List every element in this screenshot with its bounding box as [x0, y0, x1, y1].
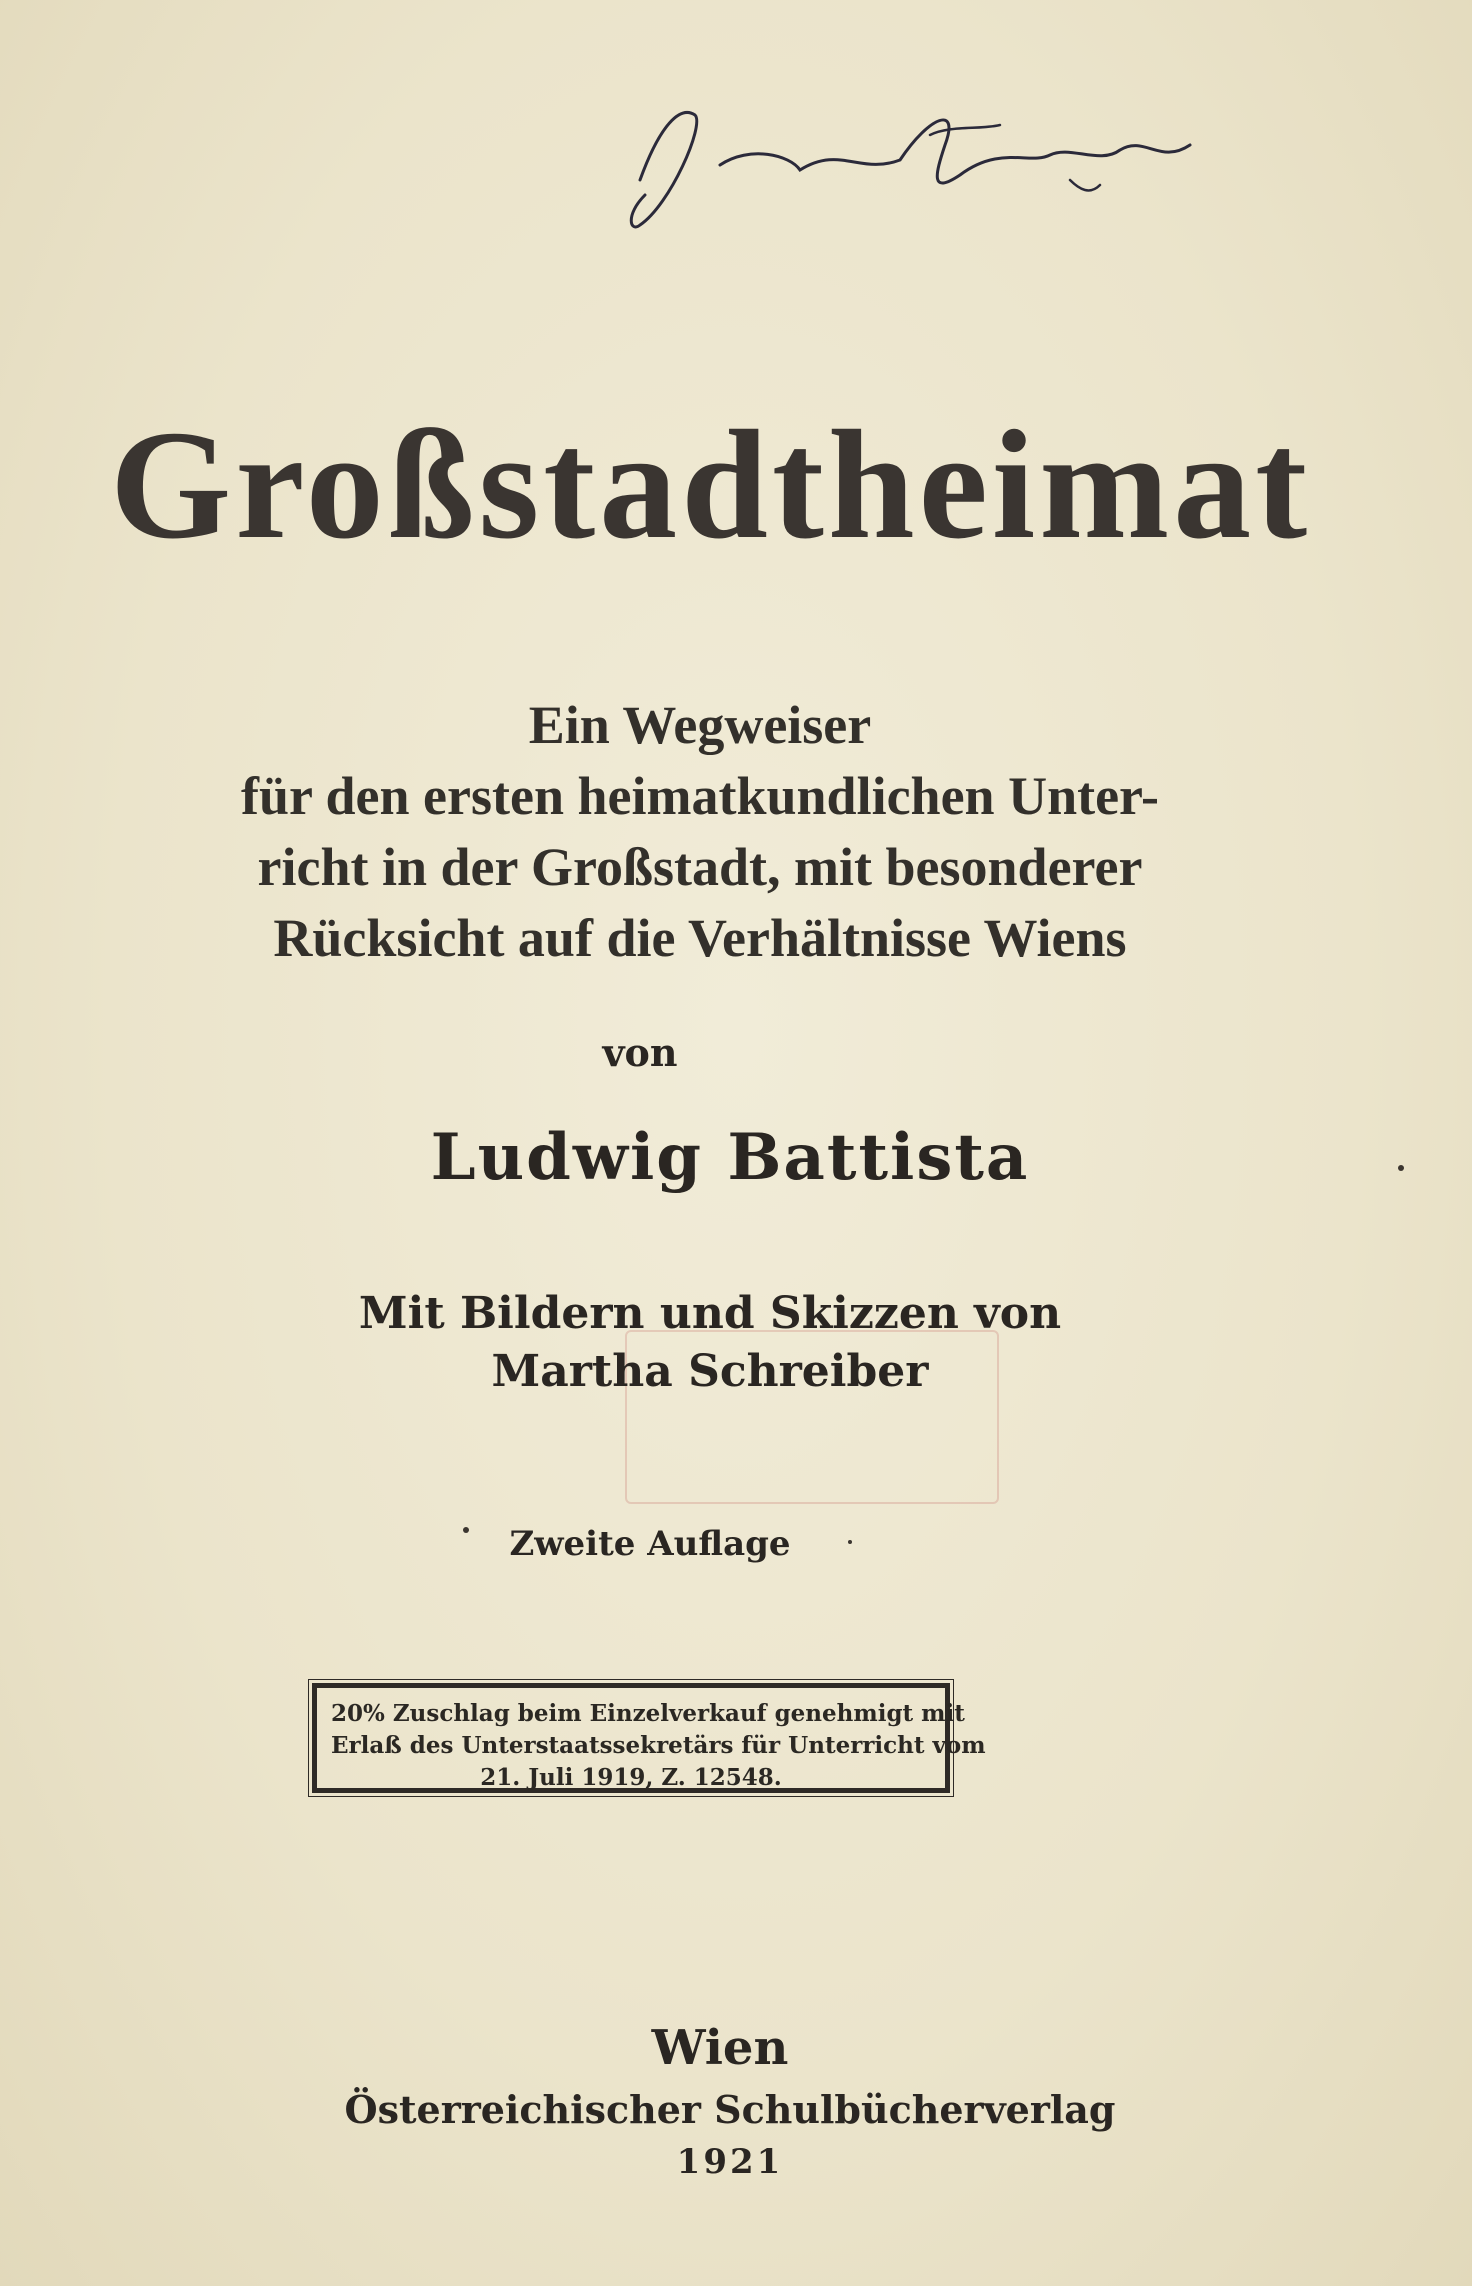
- notice-line: 20% Zuschlag beim Einzelverkauf genehmigt mit: [331, 1700, 965, 1727]
- subtitle-line: für den ersten heimatkundlichen Unter-: [241, 766, 1159, 826]
- ink-speck: [1398, 1165, 1404, 1171]
- illustrator-name: Martha Schreiber: [491, 1346, 929, 1397]
- handwritten-signature: [600, 85, 1220, 235]
- author-name: Ludwig Battista: [430, 1120, 1030, 1195]
- notice-line: 21. Juli 1919, Z. 12548.: [480, 1764, 782, 1791]
- notice-line: Erlaß des Unterstaatssekretärs für Unterricht vom: [331, 1732, 986, 1759]
- surcharge-notice-box: [312, 1683, 986, 1793]
- illustrations-line: Mit Bildern und Skizzen von: [358, 1288, 1062, 1339]
- illustrations-credit: [250, 1285, 1170, 1401]
- publisher: Österreichischer Schulbücherverlag: [344, 2087, 1116, 2132]
- subtitle-line: Ein Wegweiser: [528, 695, 872, 755]
- ink-speck: [848, 1540, 852, 1544]
- subtitle-line: richt in der Großstadt, mit besonderer: [257, 837, 1143, 897]
- publication-city: Wien: [651, 2020, 789, 2076]
- subtitle: [230, 690, 1170, 974]
- ink-speck: [463, 1527, 469, 1533]
- edition: Zweite Auflage: [509, 1524, 791, 1564]
- book-title: Großstadtheimat: [110, 398, 1312, 571]
- by-word: von: [602, 1030, 678, 1075]
- publication-year: 1921: [676, 2142, 784, 2182]
- subtitle-line: Rücksicht auf die Verhältnisse Wiens: [273, 908, 1127, 968]
